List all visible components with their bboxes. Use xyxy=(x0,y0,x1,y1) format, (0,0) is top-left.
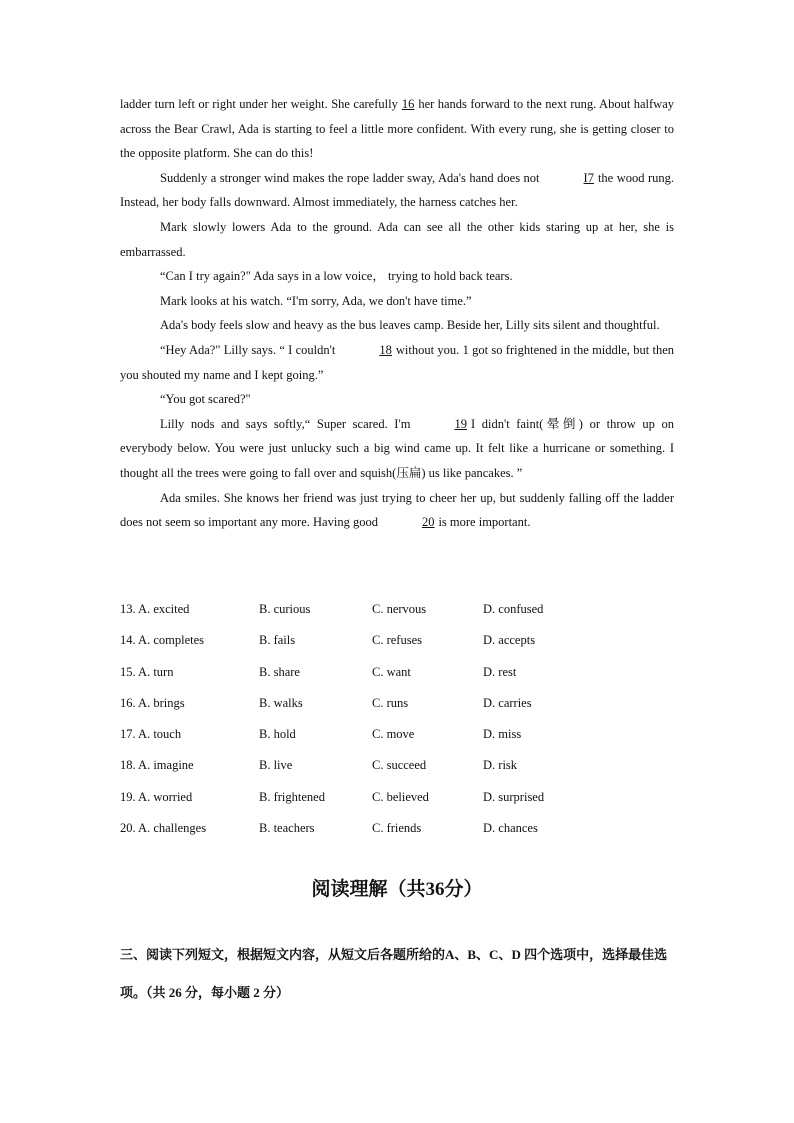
option-c: C. friends xyxy=(372,821,422,836)
paragraph-6: Ada's body feels slow and heavy as the bus leaves camp. Beside her, Lilly sits silent and thoughtful. xyxy=(160,318,660,333)
option-a: 17. A. touch xyxy=(120,727,182,742)
option-row-18 xyxy=(120,758,680,789)
section-title: 阅读理解（共36分） xyxy=(311,879,483,900)
text: her hands forward to the next rung. About halfway across the Bear Crawl, Ada is starting to feel a little more confident. With every rung, she is getting closer to the opposite platform. She can do this! xyxy=(120,97,675,161)
blank-18: 18 xyxy=(379,342,392,357)
option-d: D. rest xyxy=(483,664,517,679)
cloze-passage xyxy=(120,92,674,535)
blank-16: 16 xyxy=(401,97,415,111)
paragraph-8: “You got scared?" xyxy=(160,392,251,407)
option-c: C. runs xyxy=(372,695,409,710)
option-a: 13. A. excited xyxy=(120,602,190,616)
option-b: B. teachers xyxy=(259,821,315,836)
option-b: B. curious xyxy=(259,602,311,616)
paragraph-10 xyxy=(120,486,674,535)
option-a: 14. A. completes xyxy=(120,633,205,648)
option-d: D. miss xyxy=(483,727,522,742)
option-b: B. frightened xyxy=(259,789,325,804)
text: I didn't faint(晕倒) or throw up on everybody below. You were just unlucky such a big wind came up. It felt like a hurricane or something. I thought all the trees were going to fall over and squish(压扁) us like pancakes. ” xyxy=(120,416,674,480)
text: ladder turn left or right under her weight. She carefully xyxy=(120,97,398,111)
text: is more important. xyxy=(438,515,531,530)
option-row-17 xyxy=(120,727,680,758)
option-row-19 xyxy=(120,790,680,821)
option-c: C. nervous xyxy=(372,602,427,616)
option-d: D. risk xyxy=(483,758,518,773)
text: the wood rung. Instead, her body falls downward. Almost immediately, the harness catches her. xyxy=(120,170,674,210)
answer-options xyxy=(120,602,680,852)
option-row-16 xyxy=(120,696,680,727)
section-instruction: 三、阅读下列短文，根据短文内容，从短文后各题所给的A、B、C、D 四个选项中，选择最佳选项。（共 26 分，每小题 2 分） xyxy=(120,947,668,1000)
option-row-15 xyxy=(120,665,680,696)
option-b: B. walks xyxy=(259,695,303,710)
option-a: 16. A. brings xyxy=(120,695,185,710)
option-c: C. move xyxy=(372,727,415,742)
blank-17: I7 xyxy=(583,170,594,185)
paragraph-3: Mark slowly lowers Ada to the ground. Ada can see all the other kids staring up at her, she is embarrassed. xyxy=(120,219,674,259)
paragraph-4: “Can I try again?" Ada says in a low voice， trying to hold back tears. xyxy=(160,269,513,284)
paragraph-7 xyxy=(120,338,674,387)
text: without you. 1 got so frightened in the middle, but then you shouted my name and I kept going.” xyxy=(120,342,675,382)
paragraph-2 xyxy=(120,166,674,215)
option-a: 20. A. challenges xyxy=(120,821,207,836)
paragraph-1 xyxy=(120,92,674,166)
text: Suddenly a stronger wind makes the rope ladder sway, Ada's hand does not xyxy=(160,170,540,185)
option-c: C. believed xyxy=(372,789,429,804)
option-row-20 xyxy=(120,821,680,852)
option-d: D. confused xyxy=(483,602,544,616)
paragraph-5: Mark looks at his watch. “I'm sorry, Ada, we don't have time.” xyxy=(160,293,472,308)
paragraph-9 xyxy=(120,412,674,486)
option-row-14 xyxy=(120,633,680,664)
option-a: 18. A. imagine xyxy=(120,758,194,773)
option-b: B. live xyxy=(259,758,293,773)
text: “Hey Ada?" Lilly says. “ I couldn't xyxy=(160,342,336,357)
option-b: B. share xyxy=(259,664,300,679)
blank-20: 20 xyxy=(421,515,435,530)
option-d: D. chances xyxy=(483,821,538,836)
option-b: B. hold xyxy=(259,727,296,742)
option-d: D. carries xyxy=(483,695,532,710)
option-c: C. refuses xyxy=(372,633,422,648)
option-c: C. want xyxy=(372,664,411,679)
option-row-13 xyxy=(120,602,680,633)
option-b: B. fails xyxy=(259,633,296,648)
text: Lilly nods and says softly,“ Super scared. I'm xyxy=(160,416,411,431)
option-d: D. surprised xyxy=(483,789,545,804)
option-d: D. accepts xyxy=(483,633,536,648)
option-a: 15. A. turn xyxy=(120,664,174,679)
option-c: C. succeed xyxy=(372,758,427,773)
text: Ada smiles. She knows her friend was just trying to cheer her up, but suddenly falling off the ladder does not seem so important any more. Having good xyxy=(120,490,674,530)
blank-19: 19 xyxy=(454,416,467,431)
option-a: 19. A. worried xyxy=(120,789,193,804)
